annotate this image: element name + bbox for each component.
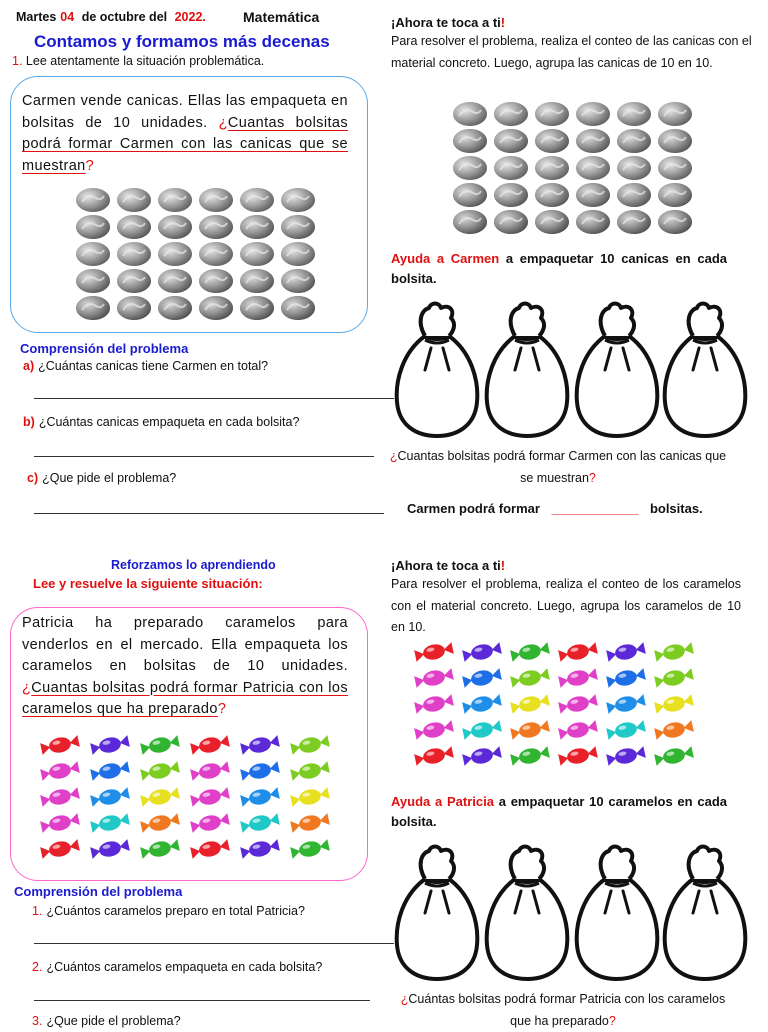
help-patricia	[391, 792, 727, 832]
candy-icon	[190, 760, 230, 783]
marble-icon	[76, 296, 110, 320]
marble-icon	[535, 102, 569, 126]
answer-blank[interactable]: ____________	[551, 501, 639, 516]
q-open: ¿	[389, 449, 398, 463]
candy-icon	[462, 667, 502, 690]
candy-icon	[290, 760, 330, 783]
marble-icon	[158, 269, 192, 293]
story-text: Patricia ha preparado caramelos para venderlos en el mercado. Ella empaqueta los caramelos en bolsitas de 10 unidades.	[22, 615, 348, 674]
right-heading-2	[391, 558, 505, 573]
marble-icon	[494, 183, 528, 207]
candy-icon	[654, 693, 694, 716]
candy-icon	[462, 693, 502, 716]
marble-icon	[494, 156, 528, 180]
candy-icon	[290, 786, 330, 809]
candies-image	[38, 733, 338, 868]
q-label: a)	[23, 359, 35, 373]
marble-icon	[199, 188, 233, 212]
candy-icon	[606, 693, 646, 716]
question-2	[32, 960, 322, 974]
candy-icon	[414, 641, 454, 664]
candy-icon	[40, 760, 80, 783]
q-text: ¿Cuántas canicas tiene Carmen en total?	[38, 359, 269, 373]
marble-icon	[617, 129, 651, 153]
bag-icon	[487, 847, 568, 980]
marble-icon	[453, 102, 487, 126]
marble-icon	[281, 269, 315, 293]
q-close: ?	[217, 701, 227, 717]
candy-icon	[290, 838, 330, 861]
marble-icon	[240, 215, 274, 239]
candy-icon	[190, 786, 230, 809]
marble-icon	[453, 183, 487, 207]
q-text: ¿Cuántos caramelos empaqueta en cada bolsita?	[46, 960, 323, 974]
marble-icon	[453, 129, 487, 153]
candy-icon	[462, 641, 502, 664]
answer-sentence	[407, 501, 703, 516]
marble-icon	[76, 242, 110, 266]
candy-icon	[606, 641, 646, 664]
marble-icon	[535, 183, 569, 207]
q-text: Cuantas bolsitas podrá formar Carmen con las canicas que se muestran	[397, 449, 727, 485]
candy-icon	[558, 667, 598, 690]
candy-icon	[90, 760, 130, 783]
question-c	[27, 471, 176, 485]
marble-icon	[658, 156, 692, 180]
q-label: b)	[23, 415, 35, 429]
section2-title: Reforzamos lo aprendiendo	[111, 558, 276, 572]
q-label: 1.	[32, 904, 43, 918]
day: 04	[60, 10, 75, 24]
weekday: Martes	[16, 10, 57, 24]
q-open: ¿	[400, 992, 409, 1006]
marble-icon	[658, 210, 692, 234]
marble-icon	[117, 242, 151, 266]
candy-icon	[606, 719, 646, 742]
bag-icon	[577, 304, 658, 437]
marble-icon	[76, 215, 110, 239]
marble-icon	[240, 296, 274, 320]
marble-icon	[494, 210, 528, 234]
marble-icon	[535, 210, 569, 234]
right-heading-1	[391, 15, 505, 30]
question-1	[32, 904, 305, 918]
candy-icon	[240, 786, 280, 809]
bag-icon	[665, 847, 746, 980]
bag-icon	[397, 847, 478, 980]
marble-icon	[576, 129, 610, 153]
marble-icon	[617, 183, 651, 207]
candy-icon	[558, 745, 598, 768]
q-close: ?	[85, 157, 95, 174]
candy-icon	[140, 786, 180, 809]
answer-suffix: bolsitas.	[649, 501, 703, 516]
marbles-image	[74, 186, 324, 324]
bag-icon	[577, 847, 658, 980]
candy-icon	[240, 838, 280, 861]
marble-icon	[281, 296, 315, 320]
marble-icon	[617, 102, 651, 126]
q-text: ¿Cuántas canicas empaqueta en cada bolsita?	[38, 415, 300, 429]
answer-prefix: Carmen podrá formar	[407, 501, 540, 516]
section2-subtitle: Lee y resuelve la siguiente situación:	[33, 576, 263, 591]
marble-icon	[576, 156, 610, 180]
marble-icon	[576, 183, 610, 207]
q-text: Cuántas bolsitas podrá formar Patricia con los caramelos que ha preparado	[408, 992, 726, 1028]
marble-icon	[617, 210, 651, 234]
comprehension-title-1: Comprensión del problema	[20, 341, 189, 356]
candy-icon	[140, 734, 180, 757]
marble-icon	[76, 269, 110, 293]
heading-text: ¡Ahora te toca a ti	[391, 558, 501, 573]
date-header	[16, 10, 210, 24]
comprehension-title-2: Comprensión del problema	[14, 884, 183, 899]
instruction	[12, 54, 264, 68]
bottom-question-2	[398, 989, 728, 1032]
candy-icon	[462, 745, 502, 768]
marble-icon	[281, 215, 315, 239]
answer-line-1[interactable]	[34, 943, 394, 944]
help-text: a empaquetar 10 caramelos en cada bolsita.	[391, 794, 727, 829]
candy-icon	[90, 734, 130, 757]
help-name: Ayuda a Carmen	[391, 251, 500, 266]
candy-icon	[558, 641, 598, 664]
candy-icon	[40, 812, 80, 835]
question-3	[32, 1014, 181, 1028]
bag-icon	[665, 304, 746, 437]
marble-icon	[117, 296, 151, 320]
marble-icon	[453, 210, 487, 234]
marble-icon	[240, 242, 274, 266]
instruction-text: Lee atentamente la situación problemática.	[25, 54, 265, 68]
candy-icon	[140, 812, 180, 835]
heading-text: ¡Ahora te toca a ti	[391, 15, 501, 30]
marble-icon	[76, 188, 110, 212]
candy-icon	[240, 734, 280, 757]
q-text: ¿Que pide el problema?	[46, 1014, 181, 1028]
candy-icon	[510, 641, 550, 664]
q-open: ¿	[218, 114, 228, 131]
help-text: a empaquetar 10 canicas en cada bolsita.	[391, 251, 728, 286]
candy-icon	[90, 812, 130, 835]
help-name: Ayuda a Patricia	[391, 794, 494, 809]
candy-icon	[462, 719, 502, 742]
marble-icon	[281, 188, 315, 212]
marbles-image-right	[451, 100, 701, 238]
q-label: c)	[27, 471, 39, 485]
marble-icon	[240, 188, 274, 212]
year: 2022.	[174, 10, 206, 24]
marble-icon	[117, 269, 151, 293]
candy-icon	[40, 786, 80, 809]
right-instructions-2: Para resolver el problema, realiza el conteo de los caramelos con el material concreto. Luego, agrupa los caramelos de 10 en 10.	[391, 577, 741, 634]
marble-icon	[494, 129, 528, 153]
candy-icon	[140, 760, 180, 783]
candy-icon	[654, 641, 694, 664]
candy-icon	[510, 719, 550, 742]
marble-icon	[658, 102, 692, 126]
candy-icon	[414, 693, 454, 716]
marble-icon	[576, 210, 610, 234]
help-carmen	[391, 249, 727, 289]
candy-icon	[290, 812, 330, 835]
candy-icon	[90, 838, 130, 861]
answer-line-a[interactable]	[34, 398, 394, 399]
marble-icon	[535, 156, 569, 180]
bag-icon	[487, 304, 568, 437]
marble-icon	[281, 242, 315, 266]
marble-icon	[158, 215, 192, 239]
candy-icon	[510, 745, 550, 768]
story-question: Cuantas bolsitas podrá formar Patricia con los caramelos que ha preparado	[22, 679, 348, 717]
marble-icon	[199, 215, 233, 239]
candy-icon	[240, 812, 280, 835]
candies-image-right	[412, 640, 712, 780]
bag-icon	[397, 304, 478, 437]
candy-icon	[654, 719, 694, 742]
candy-icon	[40, 734, 80, 757]
marble-icon	[453, 156, 487, 180]
q-open: ¿	[22, 679, 32, 696]
marble-icon	[199, 269, 233, 293]
bags-row-2	[395, 843, 735, 988]
marble-icon	[199, 242, 233, 266]
marble-icon	[117, 188, 151, 212]
story-candies	[22, 613, 348, 721]
answer-line-c[interactable]	[34, 513, 384, 514]
answer-line-2[interactable]	[34, 1000, 370, 1001]
story-marbles	[22, 91, 348, 177]
candy-icon	[90, 786, 130, 809]
candy-icon	[190, 838, 230, 861]
marble-icon	[240, 269, 274, 293]
marble-icon	[535, 129, 569, 153]
candy-icon	[414, 745, 454, 768]
marble-icon	[158, 242, 192, 266]
marble-icon	[617, 156, 651, 180]
question-b	[23, 415, 299, 429]
candy-icon	[558, 719, 598, 742]
q-close: ?	[588, 470, 596, 485]
candy-icon	[654, 667, 694, 690]
bags-row-1	[395, 300, 735, 445]
candy-icon	[190, 734, 230, 757]
q-text: ¿Que pide el problema?	[42, 471, 177, 485]
marble-icon	[158, 188, 192, 212]
heading-excl: !	[500, 15, 506, 30]
date-rest: de octubre del	[81, 10, 168, 24]
candy-icon	[190, 812, 230, 835]
marble-icon	[158, 296, 192, 320]
subject: Matemática	[243, 9, 320, 25]
q-close: ?	[608, 1013, 616, 1028]
candy-icon	[40, 838, 80, 861]
question-a	[23, 359, 268, 373]
candy-icon	[140, 838, 180, 861]
story-question: Cuantas bolsitas podrá formar Carmen con las canicas que se muestran	[22, 114, 348, 174]
candy-icon	[414, 719, 454, 742]
right-instructions-1: Para resolver el problema, realiza el conteo de las canicas con el material concreto. Luego, agrupa las canicas de 10 en 10.	[391, 34, 752, 70]
q-label: 3.	[32, 1014, 43, 1028]
candy-icon	[290, 734, 330, 757]
marble-icon	[576, 102, 610, 126]
heading-excl: !	[500, 558, 506, 573]
story-text: Carmen vende canicas. Ellas las empaqueta en bolsitas de 10 unidades.	[22, 93, 348, 131]
candy-icon	[240, 760, 280, 783]
q-label: 2.	[32, 960, 43, 974]
q-text: ¿Cuántos caramelos preparo en total Patricia?	[46, 904, 305, 918]
candy-icon	[606, 745, 646, 768]
candy-icon	[414, 667, 454, 690]
marble-icon	[199, 296, 233, 320]
marble-icon	[658, 129, 692, 153]
candy-icon	[510, 693, 550, 716]
section1-title: Contamos y formamos más decenas	[34, 32, 330, 51]
marble-icon	[658, 183, 692, 207]
answer-line-b[interactable]	[34, 456, 374, 457]
candy-icon	[654, 745, 694, 768]
candy-icon	[510, 667, 550, 690]
instruction-num: 1.	[12, 54, 23, 68]
marble-icon	[494, 102, 528, 126]
marble-icon	[117, 215, 151, 239]
candy-icon	[558, 693, 598, 716]
candy-icon	[606, 667, 646, 690]
bottom-question-1	[388, 446, 728, 489]
